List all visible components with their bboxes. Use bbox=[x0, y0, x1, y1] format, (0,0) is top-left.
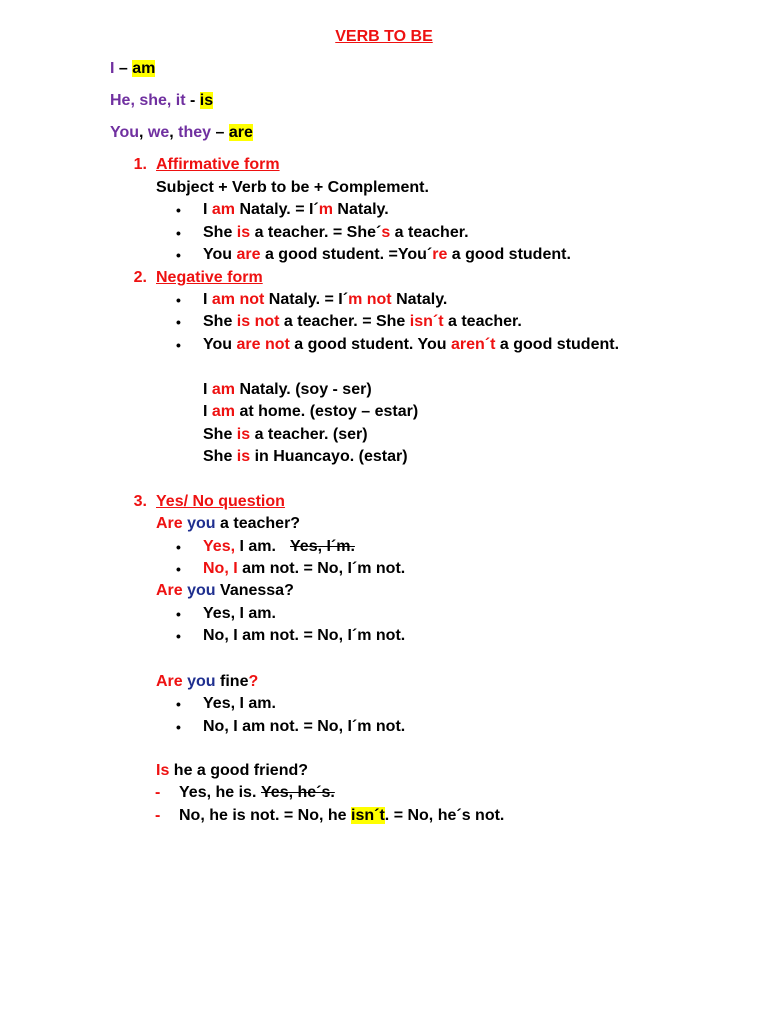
pronoun-he-line: He, she, it - is bbox=[110, 92, 214, 109]
question-line: Is he a good friend? bbox=[156, 762, 309, 779]
bullet: • bbox=[176, 337, 181, 353]
pronoun-he-she-it: He, she, it bbox=[110, 92, 186, 109]
dash: - bbox=[155, 784, 161, 801]
bullet: • bbox=[176, 202, 181, 218]
question-line: Are you fine? bbox=[156, 673, 259, 690]
example-line: I am at home. (estoy – estar) bbox=[203, 403, 419, 420]
list-item: She is a teacher. = She´s a teacher. bbox=[203, 224, 469, 241]
example-line: I am Nataly. (soy - ser) bbox=[203, 381, 372, 398]
struck-answer: Yes, I´m. bbox=[290, 538, 355, 555]
bullet: • bbox=[176, 539, 181, 555]
section-3-number: 3. bbox=[133, 493, 147, 510]
question-line: Are you a teacher? bbox=[156, 515, 301, 532]
example-line: She is a teacher. (ser) bbox=[203, 426, 368, 443]
section-2-title: Negative form bbox=[156, 269, 263, 286]
page-title: VERB TO BE bbox=[335, 28, 433, 45]
bullet: • bbox=[176, 314, 181, 330]
example-line: She is in Huancayo. (estar) bbox=[203, 448, 408, 465]
list-item: I am not Nataly. = I´m not Nataly. bbox=[203, 291, 448, 308]
list-item: You are not a good student. You aren´t a good student. bbox=[203, 336, 620, 353]
bullet: • bbox=[176, 696, 181, 712]
question-line: Are you Vanessa? bbox=[156, 582, 294, 599]
section-1-formula: Subject + Verb to be + Complement. bbox=[156, 179, 429, 196]
section-2-number: 2. bbox=[133, 269, 147, 286]
answer-yes: Yes, I am. bbox=[203, 605, 276, 622]
bullet: • bbox=[176, 628, 181, 644]
bullet: • bbox=[176, 606, 181, 622]
bullet: • bbox=[176, 719, 181, 735]
bullet: • bbox=[176, 292, 181, 308]
answer-yes: Yes, he is. bbox=[179, 784, 257, 801]
bullet: • bbox=[176, 225, 181, 241]
pronoun-you-line: You, we, they – are bbox=[110, 124, 253, 141]
answer-yes: Yes, I am. bbox=[203, 695, 276, 712]
verb-are: are bbox=[228, 124, 253, 141]
dash: - bbox=[155, 807, 161, 824]
section-3-title: Yes/ No question bbox=[156, 493, 285, 510]
pronoun-i-line: I – am bbox=[110, 60, 156, 77]
pronoun-i: I bbox=[110, 60, 115, 77]
verb-am: am bbox=[132, 60, 156, 77]
answer-no: No, he is not. = No, he isn´t. = No, he´s not. bbox=[179, 807, 505, 824]
list-item: You are a good student. =You´re a good student. bbox=[203, 246, 571, 263]
struck-answer: Yes, he´s. bbox=[261, 784, 335, 801]
list-item: I am Nataly. = I´m Nataly. bbox=[203, 201, 389, 218]
verb-is: is bbox=[199, 92, 214, 109]
answer-no: No, I am not. = No, I´m not. bbox=[203, 560, 406, 577]
answer-no: No, I am not. = No, I´m not. bbox=[203, 627, 406, 644]
list-item: She is not a teacher. = She isn´t a teacher. bbox=[203, 313, 522, 330]
section-1-number: 1. bbox=[133, 156, 147, 173]
answer-yes: Yes, I am. bbox=[203, 538, 276, 555]
bullet: • bbox=[176, 561, 181, 577]
answer-no: No, I am not. = No, I´m not. bbox=[203, 718, 406, 735]
section-1-title: Affirmative form bbox=[156, 156, 280, 173]
bullet: • bbox=[176, 247, 181, 263]
